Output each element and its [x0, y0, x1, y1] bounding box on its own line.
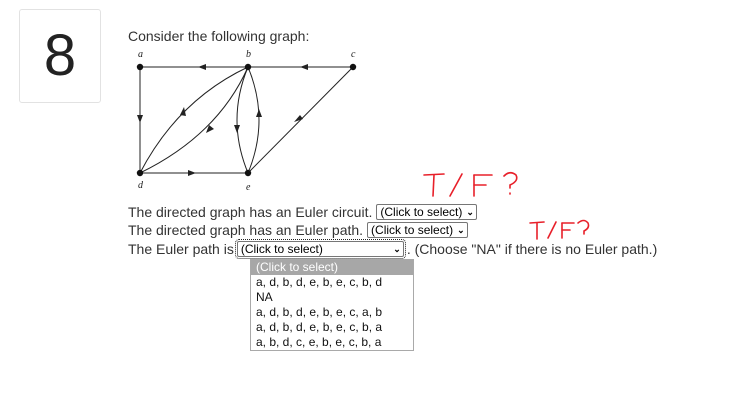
- euler-path-select[interactable]: [367, 222, 468, 238]
- euler-circuit-select[interactable]: [376, 204, 477, 220]
- statement-euler-path-answer: [128, 241, 657, 257]
- chevron-down-icon: ⌄: [457, 224, 465, 235]
- question-number-box: [19, 9, 101, 103]
- chevron-down-icon: ⌄: [393, 243, 401, 254]
- vertex-e-label: e: [246, 182, 251, 193]
- dropdown-option[interactable]: NA: [256, 290, 273, 304]
- dropdown-option[interactable]: a, d, b, d, e, b, e, c, b, a: [256, 320, 383, 334]
- statement-euler-path: [128, 222, 468, 238]
- chevron-down-icon: ⌄: [466, 206, 474, 217]
- euler-path-select-value: (Click to select): [371, 223, 454, 237]
- dropdown-option[interactable]: a, d, b, d, e, b, e, c, a, b: [256, 305, 383, 319]
- euler-path-answer-select-value: (Click to select): [240, 242, 323, 256]
- statement-euler-path-text: The directed graph has an Euler path.: [128, 222, 364, 238]
- question-prompt: Consider the following graph:: [128, 28, 310, 44]
- dropdown-option[interactable]: a, b, d, c, e, b, e, c, b, a: [256, 335, 382, 349]
- directed-graph: [128, 45, 368, 195]
- euler-circuit-select-value: (Click to select): [380, 205, 463, 219]
- euler-path-dropdown-list: [250, 259, 414, 351]
- dropdown-option[interactable]: a, d, b, d, e, b, e, c, b, d: [256, 275, 383, 289]
- vertex-d-label: d: [138, 180, 143, 191]
- vertex-a-label: a: [138, 49, 143, 60]
- dropdown-option[interactable]: (Click to select): [251, 260, 413, 275]
- euler-path-answer-select[interactable]: [237, 241, 404, 257]
- handwritten-tf-annotation-1: [420, 170, 530, 200]
- handwritten-tf-annotation-2: [528, 218, 594, 242]
- euler-path-suffix: . (Choose "NA" if there is no Euler path.): [406, 241, 658, 257]
- euler-path-prefix: The Euler path is: [128, 241, 234, 257]
- question-number: 8: [43, 23, 77, 88]
- statement-euler-circuit: [128, 204, 477, 220]
- statement-euler-circuit-text: The directed graph has an Euler circuit.: [128, 204, 373, 220]
- vertex-b-label: b: [246, 49, 251, 60]
- vertex-c-label: c: [351, 49, 356, 60]
